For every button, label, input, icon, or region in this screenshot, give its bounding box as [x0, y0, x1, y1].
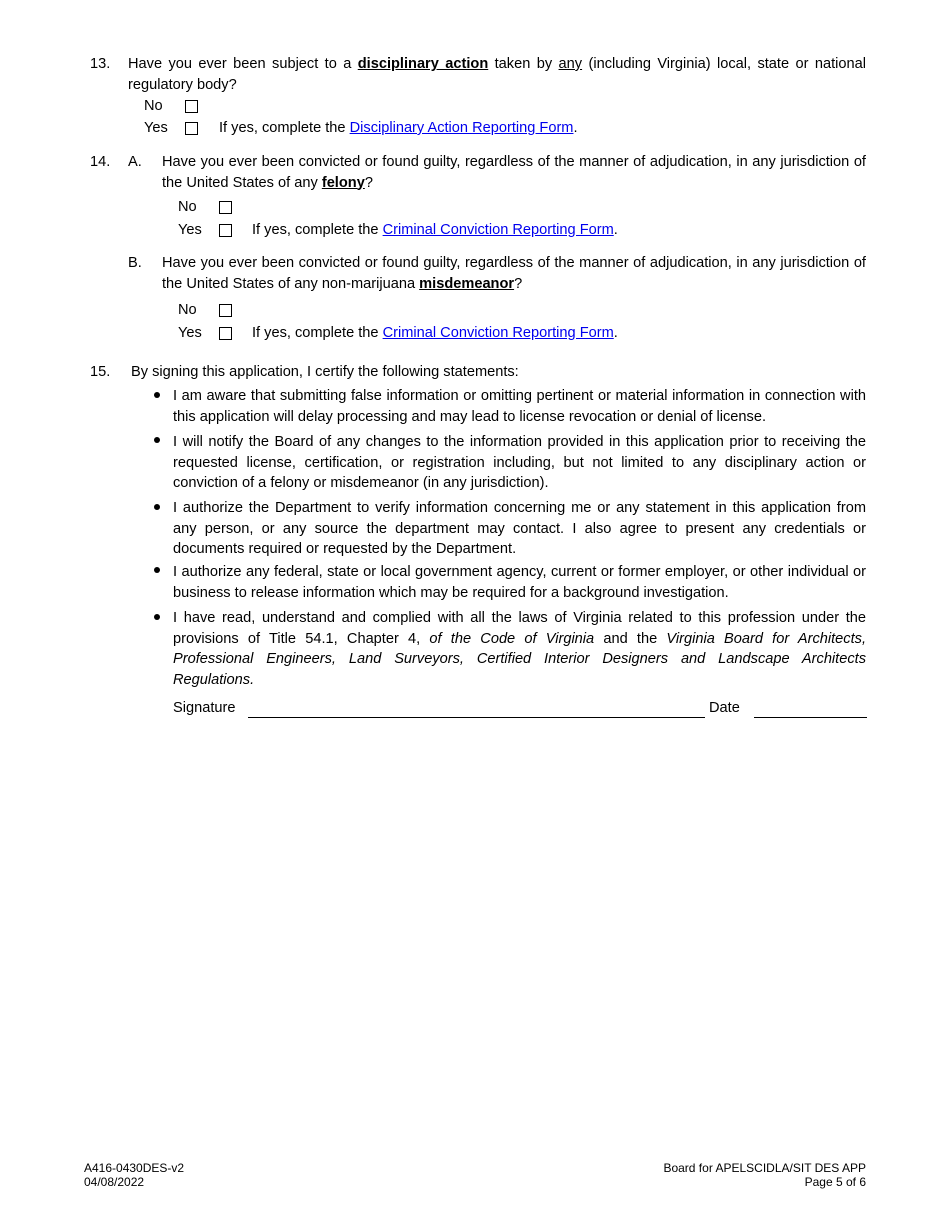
bullet-dot — [154, 504, 160, 510]
q14b-no-checkbox[interactable] — [219, 304, 232, 317]
q14a-yes-label: Yes — [178, 222, 202, 238]
bullet-dot — [154, 567, 160, 573]
bullet-dot — [154, 614, 160, 620]
date-field[interactable] — [754, 702, 867, 718]
question-15-intro: By signing this application, I certify the following statements: — [131, 364, 519, 380]
q14b-yes-checkbox[interactable] — [219, 327, 232, 340]
certification-statement: I authorize any federal, state or local government agency, current or former employer, or other individual or business to release information which may be required for a background investigation. — [173, 564, 866, 601]
certification-statement: I have read, understand and complied with all the laws of Virginia related to this profession under the provisions of Title 54.1, Chapter 4, of the Code of Virginia and the Virginia Board for Architects, Professional Engineers, Land Surveyors, Certified Interior Designers and Landscape Architects Regulations. — [173, 610, 866, 688]
signature-label: Signature — [173, 700, 236, 716]
question-13-number: 13. — [90, 56, 111, 72]
q14a-no-label: No — [178, 199, 197, 215]
q14a-yes-instruction: If yes, complete the Criminal Conviction Reporting Form. — [252, 222, 618, 238]
q14b-yes-instruction: If yes, complete the Criminal Conviction Reporting Form. — [252, 325, 618, 341]
question-14a-letter: A. — [128, 154, 142, 170]
page-number: Page 5 of 6 — [804, 1175, 866, 1189]
date-label: Date — [709, 700, 740, 716]
signature-field[interactable] — [248, 702, 705, 718]
q14b-yes-label: Yes — [178, 325, 202, 341]
bullet-dot — [154, 437, 160, 443]
q14a-no-checkbox[interactable] — [219, 201, 232, 214]
board-name: Board for APELSCIDLA/SIT DES APP — [663, 1161, 866, 1175]
criminal-conviction-form-link[interactable]: Criminal Conviction Reporting Form — [382, 325, 614, 341]
certification-statement: I authorize the Department to verify information concerning me or any statement in this application from any person, or any source the department may contact. I also agree to present any credentials or documents required or requested by the Department. — [173, 500, 866, 557]
question-13-text: Have you ever been subject to a disciplinary action taken by any (including Virginia) local, state or national regulatory body? — [128, 56, 866, 93]
question-14b-letter: B. — [128, 255, 142, 271]
form-date: 04/08/2022 — [84, 1175, 145, 1189]
question-15-number: 15. — [90, 364, 111, 380]
q13-no-label: No — [144, 98, 163, 114]
q13-yes-checkbox[interactable] — [185, 122, 198, 135]
question-14-number: 14. — [90, 154, 111, 170]
form-id: A416-0430DES-v2 — [84, 1161, 185, 1175]
q13-yes-label: Yes — [144, 120, 168, 136]
footer-left — [84, 1161, 184, 1189]
criminal-conviction-form-link[interactable]: Criminal Conviction Reporting Form — [382, 222, 614, 238]
q14a-yes-checkbox[interactable] — [219, 224, 232, 237]
q13-yes-instruction: If yes, complete the Disciplinary Action Reporting Form. — [219, 120, 578, 136]
q13-no-checkbox[interactable] — [185, 100, 198, 113]
certification-statement: I will notify the Board of any changes to the information provided in this application prior to receiving the requested license, certification, or registration including, but not limited to any disciplinary action or conviction of a felony or misdemeanor (in any jurisdiction). — [173, 434, 866, 491]
question-14b-text: Have you ever been convicted or found guilty, regardless of the manner of adjudication, in any jurisdiction of the United States of any non-marijuana misdemeanor? — [162, 255, 866, 292]
bullet-dot — [154, 392, 160, 398]
certification-statement: I am aware that submitting false information or omitting pertinent or material information in connection with this application will delay processing and may lead to license revocation or denial of license. — [173, 388, 866, 425]
footer-right — [663, 1161, 866, 1189]
question-14a-text: Have you ever been convicted or found guilty, regardless of the manner of adjudication, in any jurisdiction of the United States of any felony? — [162, 154, 866, 191]
disciplinary-action-form-link[interactable]: Disciplinary Action Reporting Form — [349, 120, 574, 136]
q14b-no-label: No — [178, 302, 197, 318]
